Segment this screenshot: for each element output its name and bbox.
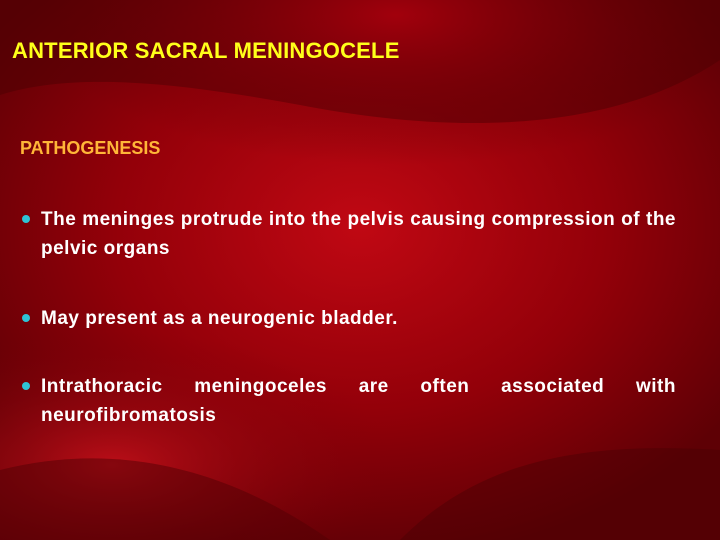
slide-title: ANTERIOR SACRAL MENINGOCELE [12, 38, 400, 63]
bullet-dot-icon [22, 314, 30, 322]
section-heading: PATHOGENESIS [20, 138, 161, 158]
bullet-item [20, 304, 676, 333]
bullet-text: The meninges protrude into the pelvis causing compression of the pelvic organs [41, 209, 676, 259]
bullet-text: Intrathoracic meningoceles are often associated with neurofibromatosis [41, 376, 676, 426]
bullet-item [20, 372, 676, 430]
bullet-dot-icon [22, 215, 30, 223]
bullet-list [20, 205, 676, 430]
bullet-item [20, 205, 676, 263]
bullet-text: May present as a neurogenic bladder. [41, 308, 398, 329]
bullet-dot-icon [22, 382, 30, 390]
